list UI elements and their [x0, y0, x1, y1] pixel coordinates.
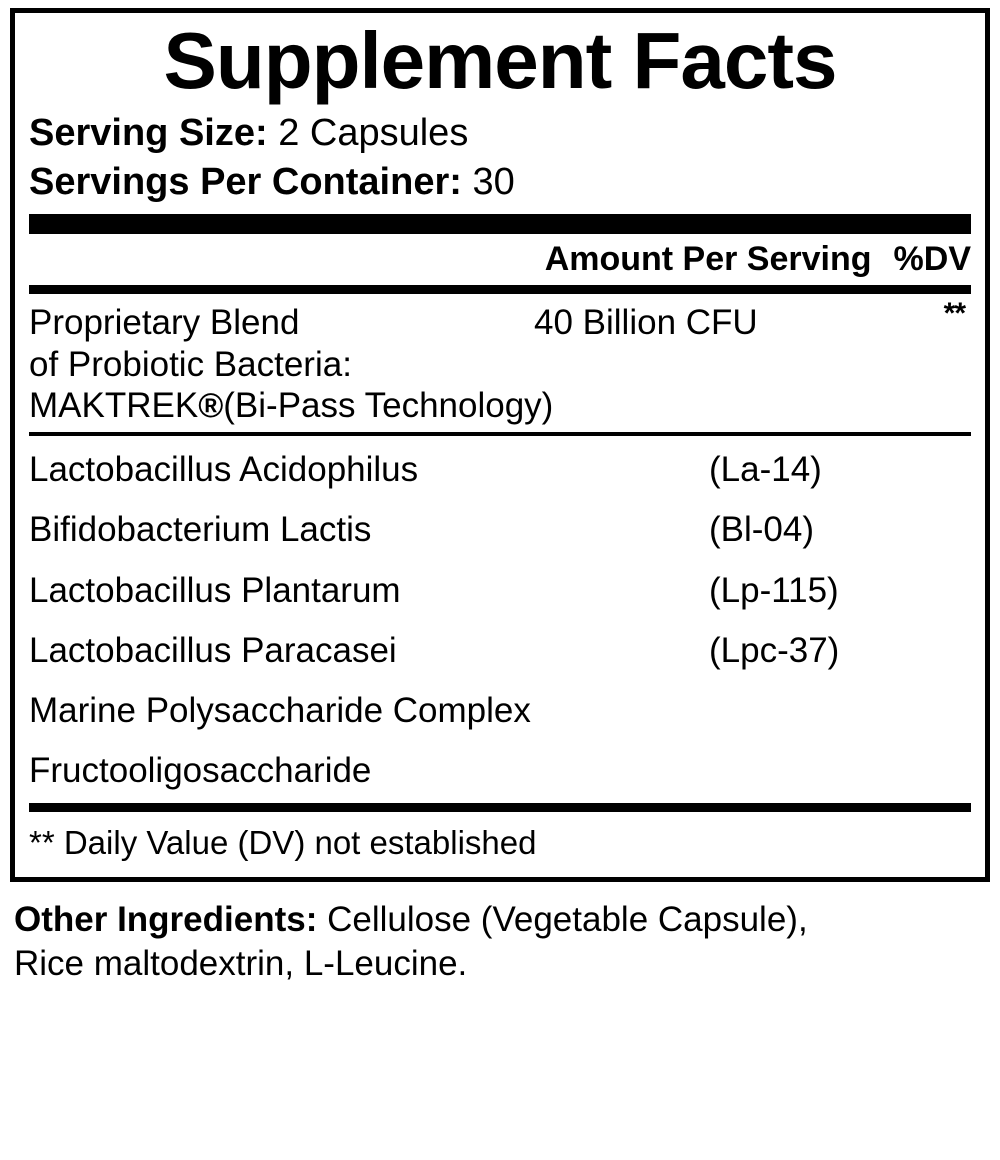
other-ingredients-block: [10, 882, 990, 986]
blend-name-line2: of Probiotic Bacteria:: [29, 344, 352, 384]
list-item: Marine Polysaccharide Complex: [29, 690, 531, 730]
amount-per-serving-header: Amount Per Serving: [544, 240, 872, 279]
supplement-facts-panel: [10, 8, 990, 882]
registered-trademark-icon: ®: [198, 386, 224, 425]
divider-above-footnote: [29, 803, 971, 812]
servings-per-container-label: Servings Per Container:: [29, 160, 462, 203]
divider-thick-top: [29, 214, 971, 234]
list-item: [29, 440, 971, 500]
daily-value-footnote: ** Daily Value (DV) not established: [29, 824, 537, 862]
blend-name-line3: [29, 385, 971, 426]
blend-name-line1: Proprietary Blend: [29, 303, 300, 343]
strain-name: Bifidobacterium Lactis: [29, 510, 372, 550]
serving-size-label: Serving Size:: [29, 112, 268, 154]
strain-name: Lactobacillus Acidophilus: [29, 450, 419, 490]
blend-amount: 40 Billion CFU: [534, 303, 758, 343]
strain-name: Lactobacillus Paracasei: [29, 630, 397, 670]
strain-code: (Bl-04): [709, 510, 815, 550]
percent-dv-header: %DV: [893, 240, 971, 279]
other-ingredients-label: Other Ingredients:: [14, 900, 318, 940]
proprietary-blend-block: [29, 294, 971, 432]
list-item: [29, 561, 971, 621]
list-item: [29, 500, 971, 560]
blend-brand-suffix: (Bi-Pass Technology): [223, 385, 554, 425]
strain-code: (Lpc-37): [709, 630, 840, 670]
strain-code: (Lp-115): [709, 570, 839, 610]
list-item: [29, 621, 971, 681]
servings-per-container-value: 30: [472, 160, 515, 203]
divider-under-headers: [29, 285, 971, 294]
blend-daily-value: **: [943, 297, 965, 331]
blend-brand: MAKTREK: [29, 385, 199, 425]
serving-size-row: [29, 109, 971, 158]
page-title: Supplement Facts: [163, 16, 837, 105]
other-ingredients-line1: Cellulose (Vegetable Capsule),: [327, 900, 808, 940]
serving-size-value: 2 Capsules: [278, 112, 469, 154]
other-ingredients-line2: Rice maltodextrin, L-Leucine.: [14, 943, 468, 983]
strain-list: [29, 436, 971, 803]
list-item: Fructooligosaccharide: [29, 751, 372, 791]
column-header-row: [29, 234, 971, 285]
strain-code: (La-14): [709, 450, 822, 490]
strain-name: Lactobacillus Plantarum: [29, 570, 401, 610]
servings-per-container-row: [29, 158, 971, 207]
